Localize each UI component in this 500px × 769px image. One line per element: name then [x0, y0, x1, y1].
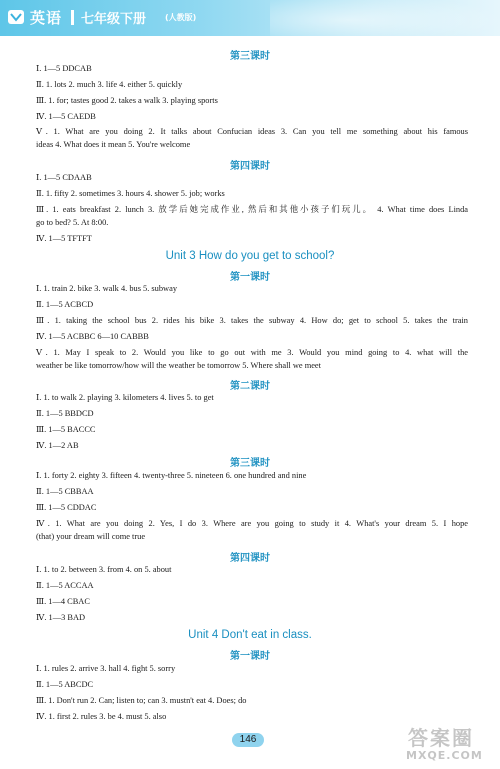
answer-line: weather be like tomorrow/how will the weather be tomorrow 5. Where shall we meet	[36, 361, 321, 370]
section-heading: 第三课时	[230, 51, 270, 62]
answer-line: Ⅰ. 1. to 2. between 3. from 4. on 5. about	[36, 565, 172, 574]
answer-line: Ⅱ. 1. fifty 2. sometimes 3. hours 4. shower 5. job; works	[36, 189, 225, 198]
answer-line: Ⅲ. 1—5 CDDAC	[36, 503, 97, 512]
watermark-logo	[402, 722, 498, 768]
section-heading: 第一课时	[230, 272, 270, 283]
subject-title: 英语	[30, 9, 63, 27]
header-decoration	[270, 0, 500, 36]
section-heading: 第三课时	[230, 458, 270, 469]
answer-line: Ⅰ. 1. train 2. bike 3. walk 4. bus 5. subway	[36, 284, 178, 293]
answer-line: Ⅱ. 1—5 ABCDC	[36, 680, 94, 689]
answer-line: Ⅳ. 1—5 CAEDB	[36, 112, 96, 121]
answer-line: Ⅱ. 1. lots 2. much 3. life 4. either 5. quickly	[36, 80, 183, 89]
book-logo-icon	[8, 10, 24, 24]
book-title: 七年级下册	[81, 12, 147, 27]
answer-line: Ⅳ. 1. first 2. rules 3. be 4. must 5. also	[36, 712, 167, 721]
answer-line: Ⅲ. 1. for; tastes good 2. takes a walk 3. playing sports	[36, 96, 218, 105]
answer-line: (that) your dream will come true	[36, 532, 146, 541]
page-header	[0, 0, 500, 36]
answer-line: Ⅰ. 1. to walk 2. playing 3. kilometers 4. lives 5. to get	[36, 393, 214, 402]
answer-line: Ⅳ. 1—5 ACBBC 6—10 CABBB	[36, 332, 149, 341]
answer-line: go to bed? 5. At 8:00.	[36, 218, 109, 227]
answer-line: Ⅴ. 1. What are you doing 2. It talks about Confucian ideas 3. Can you tell me something about his famous	[36, 127, 468, 136]
answer-line: Ⅱ. 1—5 ACCAA	[36, 581, 94, 590]
edition-label: (人教版)	[165, 13, 197, 22]
answer-line: Ⅱ. 1—5 ACBCD	[36, 300, 94, 309]
answer-line: Ⅲ. 1—4 CBAC	[36, 597, 90, 606]
unit-title: Unit 3 How do you get to school?	[165, 250, 335, 262]
answer-line: Ⅴ. 1. May I speak to 2. Would you like to go out with me 3. Would you mind going to 4. what will the	[36, 348, 468, 357]
answer-line: Ⅲ. 1. eats breakfast 2. lunch 3. 放学后她完成作业, 然后和其他小孩子们玩儿。 4. What time does Linda	[36, 205, 468, 214]
answer-line: Ⅳ. 1. What are you doing 2. Yes, I do 3. Where are you going to study it 4. What's your dream 5. I hope	[36, 519, 468, 528]
watermark-text: 答案圈	[408, 726, 474, 750]
answer-line: Ⅰ. 1. rules 2. arrive 3. hall 4. fight 5. sorry	[36, 664, 176, 673]
answer-line: ideas 4. What does it mean 5. You're welcome	[36, 140, 191, 149]
answer-line: Ⅲ. 1—5 BACCC	[36, 425, 96, 434]
section-heading: 第四课时	[230, 553, 270, 564]
section-heading: 第四课时	[230, 161, 270, 172]
answer-line: Ⅱ. 1—5 CBBAA	[36, 487, 94, 496]
watermark-url: MXQE.COM	[406, 749, 483, 762]
answer-line: Ⅱ. 1—5 BBDCD	[36, 409, 94, 418]
section-heading: 第二课时	[230, 381, 270, 392]
answer-line: Ⅳ. 1—3 BAD	[36, 613, 86, 622]
answer-line: Ⅳ. 1—2 AB	[36, 441, 79, 450]
answer-line: Ⅲ. 1. taking the school bus 2. rides his bike 3. takes the subway 4. How do; get to school 5. takes the train	[36, 316, 468, 325]
answer-line: Ⅰ. 1. forty 2. eighty 3. fifteen 4. twenty-three 5. nineteen 6. one hundred and nine	[36, 471, 307, 480]
answer-line: Ⅳ. 1—5 TFTFT	[36, 234, 92, 243]
unit-title: Unit 4 Don't eat in class.	[188, 629, 312, 641]
page-number: 146	[232, 733, 264, 747]
answer-line: Ⅰ. 1—5 DDCAB	[36, 64, 92, 73]
section-heading: 第一课时	[230, 651, 270, 662]
answer-line: Ⅰ. 1—5 CDAAB	[36, 173, 92, 182]
header-divider	[71, 10, 74, 25]
answer-line: Ⅲ. 1. Don't run 2. Can; listen to; can 3. mustn't eat 4. Does; do	[36, 696, 247, 705]
